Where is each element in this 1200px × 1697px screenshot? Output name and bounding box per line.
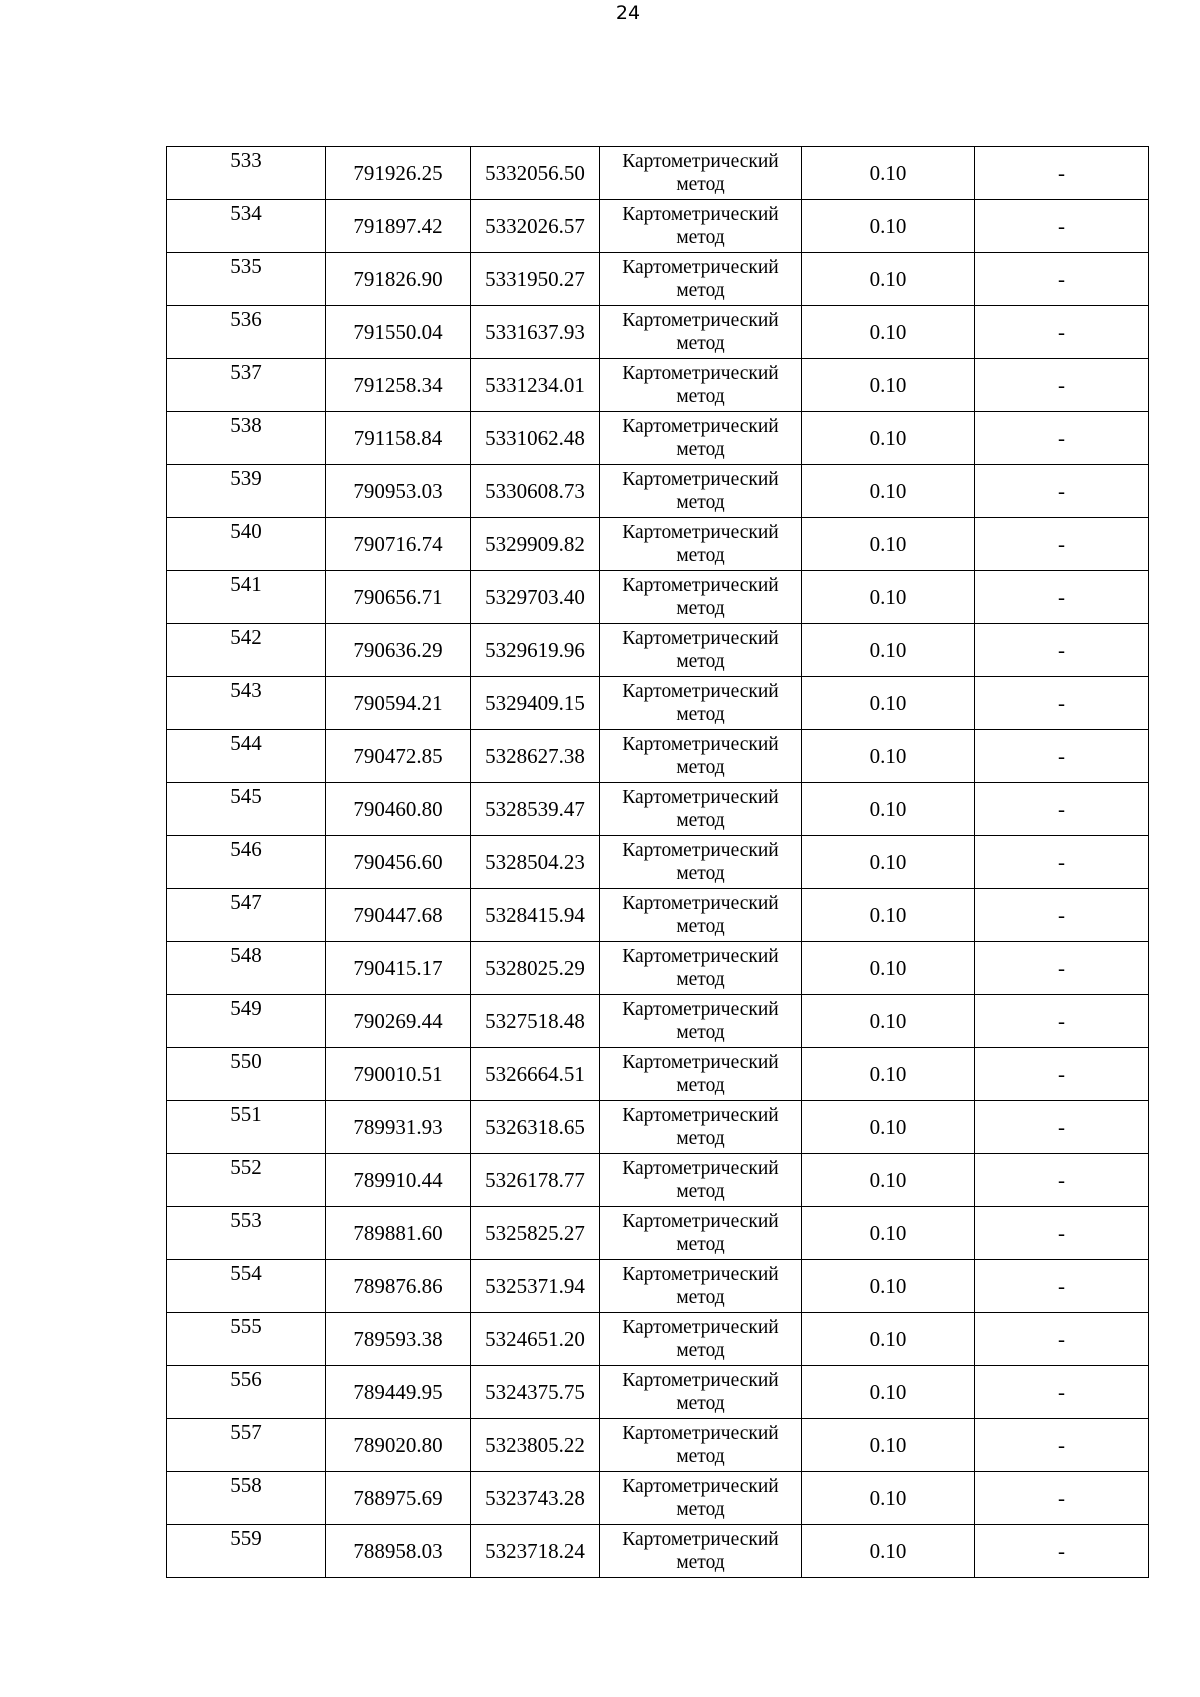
method-line-2: метод xyxy=(676,280,725,301)
method-line-2: метод xyxy=(676,1552,725,1573)
method-line-1: Картометрический xyxy=(622,1370,779,1391)
method-cell xyxy=(600,942,802,995)
method-line-2: метод xyxy=(676,810,725,831)
description-cell: - xyxy=(975,465,1149,518)
description-cell: - xyxy=(975,200,1149,253)
point-number-cell: 551 xyxy=(167,1101,326,1154)
accuracy-cell: 0.10 xyxy=(802,571,975,624)
x-coordinate-cell: 788975.69 xyxy=(326,1472,471,1525)
point-number-cell: 556 xyxy=(167,1366,326,1419)
x-coordinate-cell: 790456.60 xyxy=(326,836,471,889)
method-line-1: Картометрический xyxy=(622,787,779,808)
method-line-1: Картометрический xyxy=(622,257,779,278)
point-number-cell: 544 xyxy=(167,730,326,783)
method-cell xyxy=(600,1313,802,1366)
x-coordinate-cell: 790472.85 xyxy=(326,730,471,783)
point-number-cell: 538 xyxy=(167,412,326,465)
method-cell xyxy=(600,147,802,200)
point-number-cell: 548 xyxy=(167,942,326,995)
table-row xyxy=(167,730,1149,783)
method-cell xyxy=(600,1366,802,1419)
description-cell: - xyxy=(975,1101,1149,1154)
table-row xyxy=(167,571,1149,624)
method-line-1: Картометрический xyxy=(622,151,779,172)
y-coordinate-cell: 5331062.48 xyxy=(471,412,600,465)
coordinates-table-body xyxy=(167,147,1149,1578)
y-coordinate-cell: 5325371.94 xyxy=(471,1260,600,1313)
method-line-1: Картометрический xyxy=(622,840,779,861)
method-line-2: метод xyxy=(676,1128,725,1149)
x-coordinate-cell: 791926.25 xyxy=(326,147,471,200)
x-coordinate-cell: 791158.84 xyxy=(326,412,471,465)
x-coordinate-cell: 791897.42 xyxy=(326,200,471,253)
y-coordinate-cell: 5325825.27 xyxy=(471,1207,600,1260)
method-cell xyxy=(600,624,802,677)
point-number-cell: 552 xyxy=(167,1154,326,1207)
table-row xyxy=(167,306,1149,359)
description-cell: - xyxy=(975,677,1149,730)
method-line-2: метод xyxy=(676,916,725,937)
description-cell: - xyxy=(975,783,1149,836)
accuracy-cell: 0.10 xyxy=(802,1419,975,1472)
accuracy-cell: 0.10 xyxy=(802,306,975,359)
x-coordinate-cell: 790594.21 xyxy=(326,677,471,730)
method-line-1: Картометрический xyxy=(622,628,779,649)
x-coordinate-cell: 789020.80 xyxy=(326,1419,471,1472)
table-row xyxy=(167,1366,1149,1419)
accuracy-cell: 0.10 xyxy=(802,1313,975,1366)
x-coordinate-cell: 790010.51 xyxy=(326,1048,471,1101)
table-row xyxy=(167,147,1149,200)
point-number-cell: 547 xyxy=(167,889,326,942)
method-line-1: Картометрический xyxy=(622,1158,779,1179)
x-coordinate-cell: 789876.86 xyxy=(326,1260,471,1313)
table-row xyxy=(167,253,1149,306)
description-cell: - xyxy=(975,571,1149,624)
method-line-2: метод xyxy=(676,969,725,990)
method-line-2: метод xyxy=(676,1234,725,1255)
method-line-1: Картометрический xyxy=(622,1105,779,1126)
description-cell: - xyxy=(975,1313,1149,1366)
table-row xyxy=(167,518,1149,571)
point-number-cell: 542 xyxy=(167,624,326,677)
accuracy-cell: 0.10 xyxy=(802,147,975,200)
method-cell xyxy=(600,1048,802,1101)
accuracy-cell: 0.10 xyxy=(802,1525,975,1578)
description-cell: - xyxy=(975,836,1149,889)
y-coordinate-cell: 5326664.51 xyxy=(471,1048,600,1101)
method-line-1: Картометрический xyxy=(622,469,779,490)
point-number-cell: 539 xyxy=(167,465,326,518)
description-cell: - xyxy=(975,1472,1149,1525)
method-cell xyxy=(600,571,802,624)
accuracy-cell: 0.10 xyxy=(802,518,975,571)
y-coordinate-cell: 5329909.82 xyxy=(471,518,600,571)
table-row xyxy=(167,1207,1149,1260)
method-line-2: метод xyxy=(676,704,725,725)
method-line-1: Картометрический xyxy=(622,681,779,702)
table-row xyxy=(167,995,1149,1048)
point-number-cell: 543 xyxy=(167,677,326,730)
description-cell: - xyxy=(975,889,1149,942)
method-cell xyxy=(600,889,802,942)
table-row xyxy=(167,412,1149,465)
point-number-cell: 545 xyxy=(167,783,326,836)
x-coordinate-cell: 788958.03 xyxy=(326,1525,471,1578)
coordinates-table xyxy=(166,146,1149,1578)
point-number-cell: 549 xyxy=(167,995,326,1048)
method-cell xyxy=(600,677,802,730)
x-coordinate-cell: 791258.34 xyxy=(326,359,471,412)
point-number-cell: 558 xyxy=(167,1472,326,1525)
point-number-cell: 537 xyxy=(167,359,326,412)
description-cell: - xyxy=(975,359,1149,412)
table-row xyxy=(167,1260,1149,1313)
description-cell: - xyxy=(975,1048,1149,1101)
method-line-1: Картометрический xyxy=(622,734,779,755)
y-coordinate-cell: 5323805.22 xyxy=(471,1419,600,1472)
x-coordinate-cell: 789593.38 xyxy=(326,1313,471,1366)
point-number-cell: 541 xyxy=(167,571,326,624)
point-number-cell: 533 xyxy=(167,147,326,200)
table-row xyxy=(167,1048,1149,1101)
accuracy-cell: 0.10 xyxy=(802,624,975,677)
method-line-1: Картометрический xyxy=(622,893,779,914)
method-line-2: метод xyxy=(676,545,725,566)
x-coordinate-cell: 790656.71 xyxy=(326,571,471,624)
method-cell xyxy=(600,465,802,518)
method-line-1: Картометрический xyxy=(622,946,779,967)
accuracy-cell: 0.10 xyxy=(802,465,975,518)
x-coordinate-cell: 789881.60 xyxy=(326,1207,471,1260)
y-coordinate-cell: 5328415.94 xyxy=(471,889,600,942)
method-line-1: Картометрический xyxy=(622,575,779,596)
accuracy-cell: 0.10 xyxy=(802,1154,975,1207)
accuracy-cell: 0.10 xyxy=(802,730,975,783)
description-cell: - xyxy=(975,995,1149,1048)
accuracy-cell: 0.10 xyxy=(802,995,975,1048)
method-line-2: метод xyxy=(676,1287,725,1308)
method-line-1: Картометрический xyxy=(622,999,779,1020)
method-cell xyxy=(600,306,802,359)
x-coordinate-cell: 791550.04 xyxy=(326,306,471,359)
accuracy-cell: 0.10 xyxy=(802,359,975,412)
point-number-cell: 550 xyxy=(167,1048,326,1101)
table-row xyxy=(167,942,1149,995)
x-coordinate-cell: 789931.93 xyxy=(326,1101,471,1154)
method-line-1: Картометрический xyxy=(622,1423,779,1444)
y-coordinate-cell: 5329619.96 xyxy=(471,624,600,677)
y-coordinate-cell: 5332056.50 xyxy=(471,147,600,200)
accuracy-cell: 0.10 xyxy=(802,889,975,942)
y-coordinate-cell: 5328627.38 xyxy=(471,730,600,783)
accuracy-cell: 0.10 xyxy=(802,1101,975,1154)
point-number-cell: 534 xyxy=(167,200,326,253)
table-row xyxy=(167,1525,1149,1578)
y-coordinate-cell: 5324375.75 xyxy=(471,1366,600,1419)
method-cell xyxy=(600,730,802,783)
method-line-2: метод xyxy=(676,386,725,407)
description-cell: - xyxy=(975,518,1149,571)
method-line-1: Картометрический xyxy=(622,310,779,331)
method-cell xyxy=(600,1207,802,1260)
description-cell: - xyxy=(975,306,1149,359)
method-line-1: Картометрический xyxy=(622,1317,779,1338)
y-coordinate-cell: 5331234.01 xyxy=(471,359,600,412)
method-line-2: метод xyxy=(676,863,725,884)
description-cell: - xyxy=(975,1260,1149,1313)
method-cell xyxy=(600,1472,802,1525)
method-cell xyxy=(600,783,802,836)
method-cell xyxy=(600,1154,802,1207)
method-line-2: метод xyxy=(676,439,725,460)
method-line-1: Картометрический xyxy=(622,1529,779,1550)
method-line-2: метод xyxy=(676,1022,725,1043)
y-coordinate-cell: 5332026.57 xyxy=(471,200,600,253)
method-cell xyxy=(600,412,802,465)
description-cell: - xyxy=(975,412,1149,465)
y-coordinate-cell: 5323743.28 xyxy=(471,1472,600,1525)
description-cell: - xyxy=(975,1154,1149,1207)
method-line-2: метод xyxy=(676,1393,725,1414)
method-line-2: метод xyxy=(676,1181,725,1202)
method-line-1: Картометрический xyxy=(622,363,779,384)
x-coordinate-cell: 790460.80 xyxy=(326,783,471,836)
accuracy-cell: 0.10 xyxy=(802,1048,975,1101)
x-coordinate-cell: 790636.29 xyxy=(326,624,471,677)
description-cell: - xyxy=(975,1525,1149,1578)
table-row xyxy=(167,200,1149,253)
description-cell: - xyxy=(975,147,1149,200)
y-coordinate-cell: 5326318.65 xyxy=(471,1101,600,1154)
accuracy-cell: 0.10 xyxy=(802,1366,975,1419)
method-cell xyxy=(600,200,802,253)
method-cell xyxy=(600,1525,802,1578)
table-row xyxy=(167,1313,1149,1366)
accuracy-cell: 0.10 xyxy=(802,1260,975,1313)
table-row xyxy=(167,836,1149,889)
accuracy-cell: 0.10 xyxy=(802,1472,975,1525)
method-line-2: метод xyxy=(676,1446,725,1467)
method-line-2: метод xyxy=(676,1340,725,1361)
table-row xyxy=(167,1472,1149,1525)
method-cell xyxy=(600,518,802,571)
description-cell: - xyxy=(975,942,1149,995)
point-number-cell: 546 xyxy=(167,836,326,889)
method-cell xyxy=(600,995,802,1048)
method-cell xyxy=(600,1101,802,1154)
y-coordinate-cell: 5328504.23 xyxy=(471,836,600,889)
description-cell: - xyxy=(975,253,1149,306)
point-number-cell: 535 xyxy=(167,253,326,306)
method-line-2: метод xyxy=(676,651,725,672)
accuracy-cell: 0.10 xyxy=(802,1207,975,1260)
method-cell xyxy=(600,1260,802,1313)
table-row xyxy=(167,624,1149,677)
accuracy-cell: 0.10 xyxy=(802,677,975,730)
description-cell: - xyxy=(975,1366,1149,1419)
table-row xyxy=(167,1101,1149,1154)
table-row xyxy=(167,783,1149,836)
y-coordinate-cell: 5330608.73 xyxy=(471,465,600,518)
method-line-2: метод xyxy=(676,1499,725,1520)
accuracy-cell: 0.10 xyxy=(802,836,975,889)
method-line-2: метод xyxy=(676,598,725,619)
point-number-cell: 553 xyxy=(167,1207,326,1260)
method-cell xyxy=(600,836,802,889)
point-number-cell: 536 xyxy=(167,306,326,359)
method-line-1: Картометрический xyxy=(622,1476,779,1497)
method-cell xyxy=(600,253,802,306)
y-coordinate-cell: 5331637.93 xyxy=(471,306,600,359)
method-cell xyxy=(600,1419,802,1472)
x-coordinate-cell: 790415.17 xyxy=(326,942,471,995)
table-row xyxy=(167,1154,1149,1207)
method-line-2: метод xyxy=(676,492,725,513)
description-cell: - xyxy=(975,624,1149,677)
y-coordinate-cell: 5327518.48 xyxy=(471,995,600,1048)
x-coordinate-cell: 789449.95 xyxy=(326,1366,471,1419)
method-line-1: Картометрический xyxy=(622,204,779,225)
method-line-1: Картометрический xyxy=(622,1052,779,1073)
point-number-cell: 540 xyxy=(167,518,326,571)
y-coordinate-cell: 5328539.47 xyxy=(471,783,600,836)
method-line-1: Картометрический xyxy=(622,416,779,437)
method-line-1: Картометрический xyxy=(622,1264,779,1285)
point-number-cell: 559 xyxy=(167,1525,326,1578)
method-line-2: метод xyxy=(676,1075,725,1096)
method-cell xyxy=(600,359,802,412)
table-row xyxy=(167,465,1149,518)
method-line-1: Картометрический xyxy=(622,522,779,543)
table-row xyxy=(167,677,1149,730)
point-number-cell: 555 xyxy=(167,1313,326,1366)
method-line-2: метод xyxy=(676,333,725,354)
y-coordinate-cell: 5328025.29 xyxy=(471,942,600,995)
y-coordinate-cell: 5331950.27 xyxy=(471,253,600,306)
x-coordinate-cell: 790447.68 xyxy=(326,889,471,942)
x-coordinate-cell: 790269.44 xyxy=(326,995,471,1048)
accuracy-cell: 0.10 xyxy=(802,942,975,995)
table-row xyxy=(167,1419,1149,1472)
point-number-cell: 557 xyxy=(167,1419,326,1472)
y-coordinate-cell: 5329703.40 xyxy=(471,571,600,624)
y-coordinate-cell: 5324651.20 xyxy=(471,1313,600,1366)
y-coordinate-cell: 5326178.77 xyxy=(471,1154,600,1207)
page-number: 24 xyxy=(615,2,641,24)
y-coordinate-cell: 5329409.15 xyxy=(471,677,600,730)
description-cell: - xyxy=(975,1419,1149,1472)
description-cell: - xyxy=(975,1207,1149,1260)
accuracy-cell: 0.10 xyxy=(802,253,975,306)
method-line-2: метод xyxy=(676,757,725,778)
table-row xyxy=(167,889,1149,942)
method-line-2: метод xyxy=(676,174,725,195)
accuracy-cell: 0.10 xyxy=(802,412,975,465)
method-line-2: метод xyxy=(676,227,725,248)
description-cell: - xyxy=(975,730,1149,783)
accuracy-cell: 0.10 xyxy=(802,200,975,253)
table-row xyxy=(167,359,1149,412)
y-coordinate-cell: 5323718.24 xyxy=(471,1525,600,1578)
accuracy-cell: 0.10 xyxy=(802,783,975,836)
point-number-cell: 554 xyxy=(167,1260,326,1313)
x-coordinate-cell: 789910.44 xyxy=(326,1154,471,1207)
x-coordinate-cell: 791826.90 xyxy=(326,253,471,306)
x-coordinate-cell: 790716.74 xyxy=(326,518,471,571)
method-line-1: Картометрический xyxy=(622,1211,779,1232)
x-coordinate-cell: 790953.03 xyxy=(326,465,471,518)
